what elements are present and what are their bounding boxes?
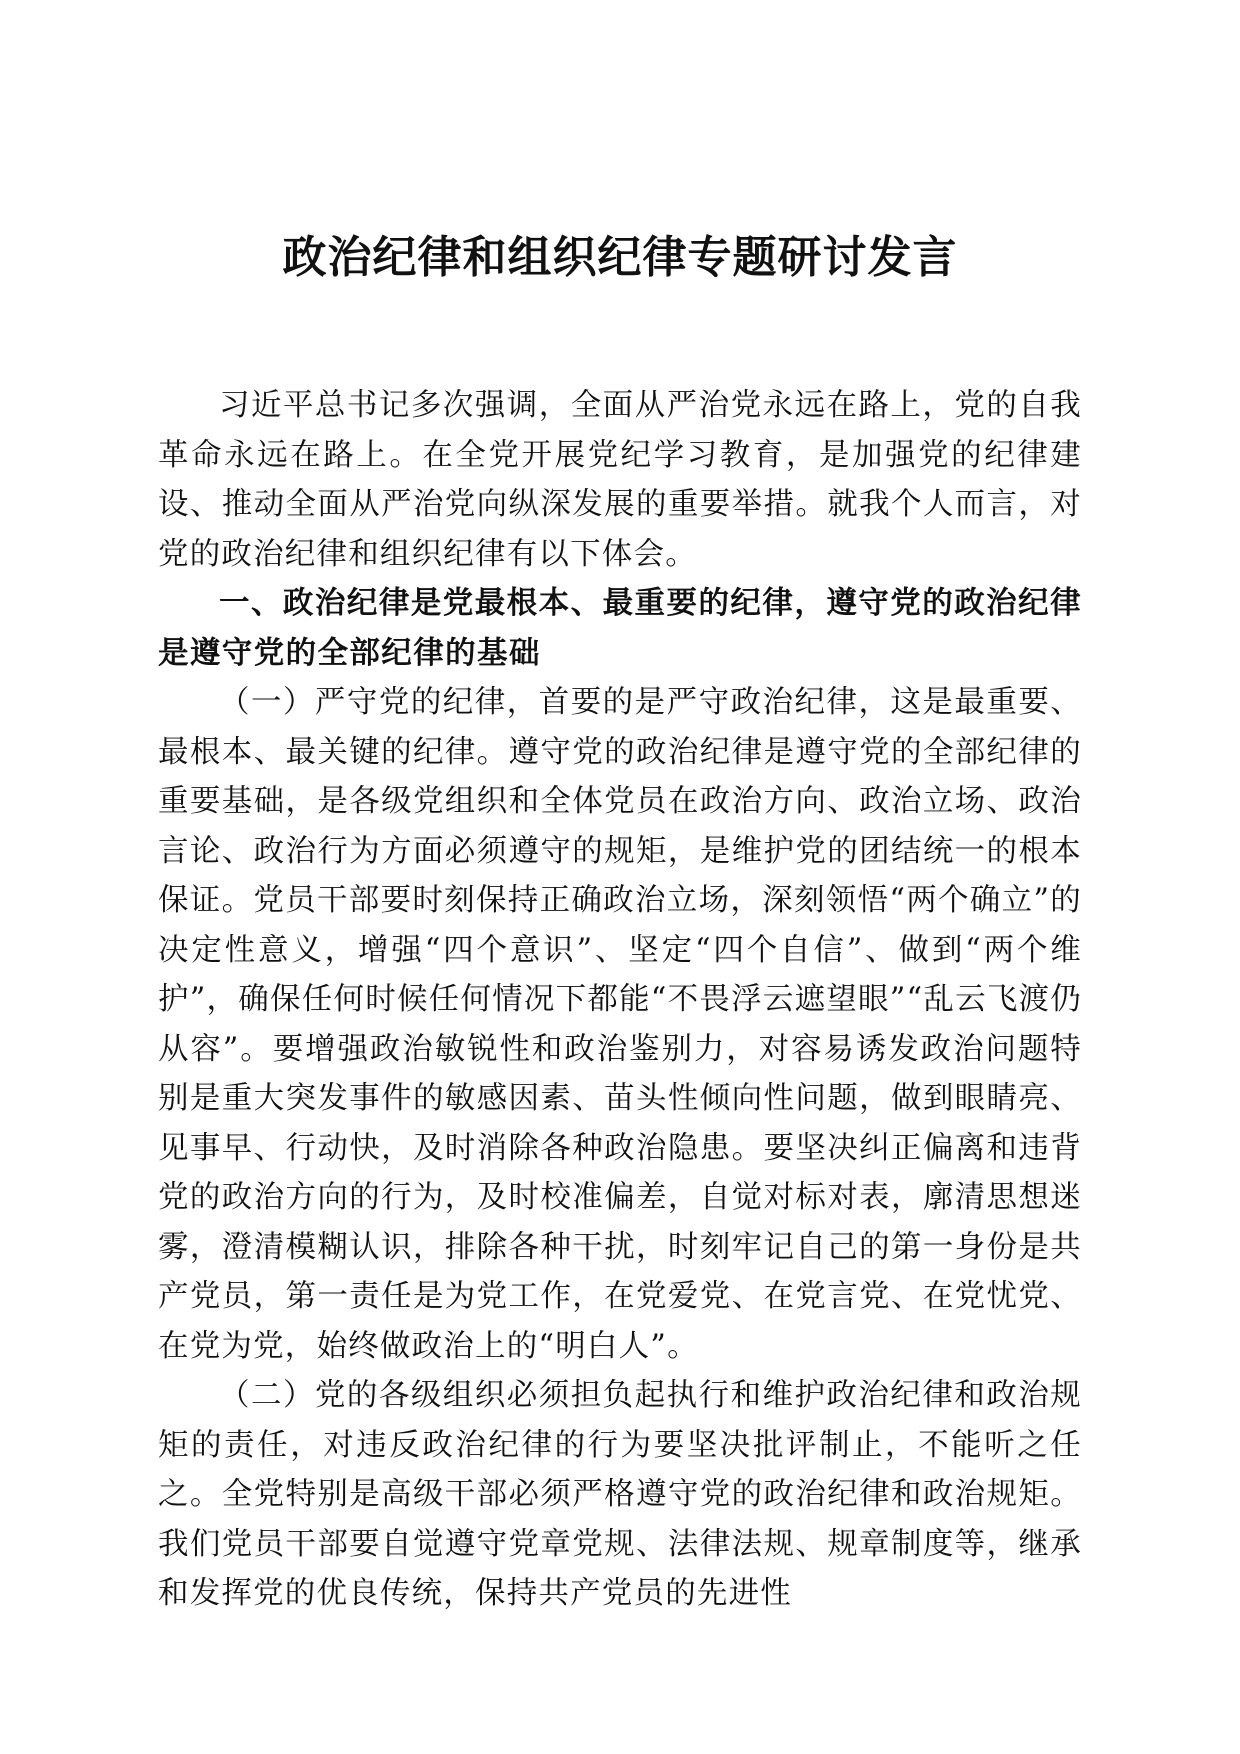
intro-paragraph: 习近平总书记多次强调，全面从严治党永远在路上，党的自我革命永远在路上。在全党开展党纪学习教育，是加强党的纪律建设、推动全面从严治党向纵深发展的重要举措。就我个人而言，对党的政治纪律和组织纪律有以下体会。 [158,388,1082,572]
section-heading-1: 一、政治纪律是党最根本、最重要的纪律，遵守党的政治纪律是遵守党的全部纪律的基础 [158,586,1082,671]
subsection-paragraph-2: （二）党的各级组织必须担负起执行和维护政治纪律和政治规矩的责任，对违反政治纪律的行为要坚决批评制止，不能听之任之。全党特别是高级干部必须严格遵守党的政治纪律和政治规矩。我们党员干部要自觉遵守党章党规、法律法规、规章制度等，继承和发挥党的优良传统，保持共产党员的先进性 [158,1378,1082,1611]
document-body [158,381,1082,1619]
document-title: 政治纪律和组织纪律专题研讨发言 [282,232,958,283]
subsection-paragraph-1: （一）严守党的纪律，首要的是严守政治纪律，这是最重要、最根本、最关键的纪律。遵守党的政治纪律是遵守党的全部纪律的重要基础，是各级党组织和全体党员在政治方向、政治立场、政治言论、政治行为方面必须遵守的规矩，是维护党的团结统一的根本保证。党员干部要时刻保持正确政治立场，深刻领悟“两个确立”的决定性意义，增强“四个意识”、坚定“四个自信”、做到“两个维护”，确保任何时候任何情况下都能“不畏浮云遮望眼”“乱云飞渡仍从容”。要增强政治敏锐性和政治鉴别力，对容易诱发政治问题特别是重大突发事件的敏感因素、苗头性倾向性问题，做到眼睛亮、见事早、行动快，及时消除各种政治隐患。要坚决纠正偏离和违背党的政治方向的行为，及时校准偏差，自觉对标对表，廓清思想迷雾，澄清模糊认识，排除各种干扰，时刻牢记自己的第一身份是共产党员，第一责任是为党工作，在党爱党、在党言党、在党忧党、在党为党，始终做政治上的“明白人”。 [158,685,1082,1364]
